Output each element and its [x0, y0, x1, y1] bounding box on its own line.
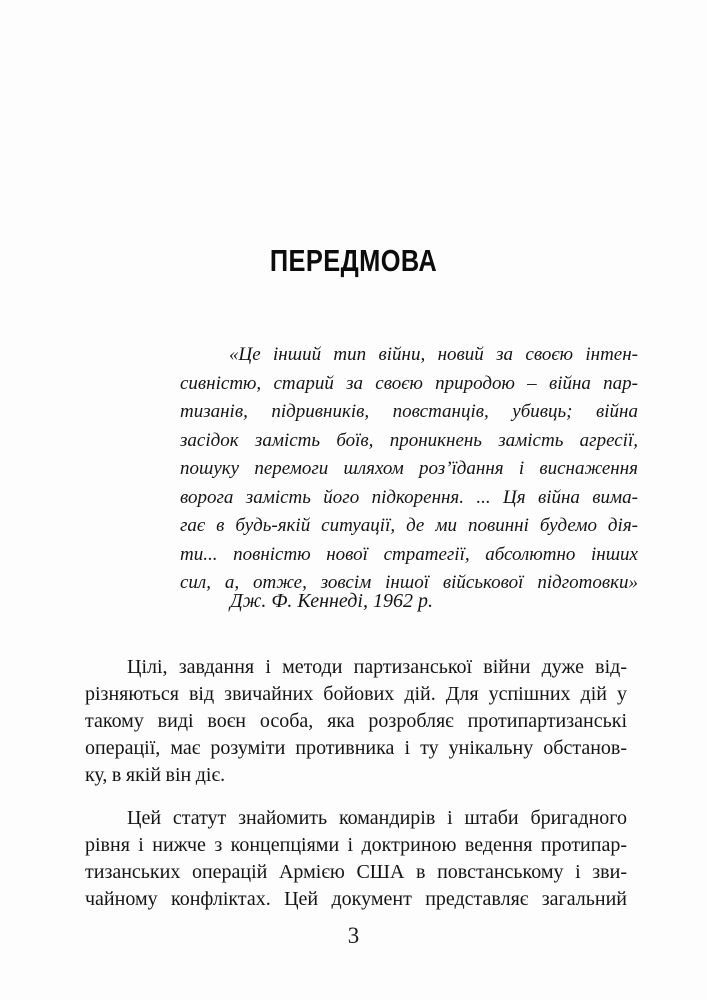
page-number: 3: [347, 923, 360, 948]
text-line: чайному конфліктах. Цей документ представляє загальний: [85, 888, 627, 910]
text-line: сивністю, старий за своєю природою – війна пар-: [180, 372, 638, 394]
text-line: пошуку перемоги шляхом роз’їдання і виснаження: [180, 458, 638, 479]
text-line: операції, має розуміти противника і ту унікальну обстанов-: [85, 737, 627, 759]
text-line: різняються від звичайних бойових дій. Для успішних дій у: [85, 683, 627, 705]
text-line: тизанських операцій Армією США в повстанському і зви-: [85, 861, 627, 883]
body-paragraph-1: [85, 654, 627, 789]
text-line: тизанів, підривників, повстанців, убивць; війна: [180, 401, 638, 422]
text-line: засідок замість боїв, проникнень замість агресії,: [180, 429, 638, 451]
text-line: сил, а, отже, зовсім іншої військової підготовки»: [180, 572, 638, 593]
text-line: ку, в якій він діє.: [85, 764, 226, 786]
text-line: ворога замість його підкорення. ... Ця війна вима-: [180, 486, 638, 508]
text-line: такому виді воєн особа, яка розробляє протипартизанські: [85, 710, 627, 732]
quote-attribution: Дж. Ф. Кеннеді, 1962 р.: [230, 590, 433, 612]
text-line: «Це інший тип війни, новий за своєю інтен-: [229, 344, 638, 365]
body-paragraph-2: [85, 805, 627, 913]
text-line: Цей статут знайомить командирів і штаби бригадного: [127, 807, 627, 829]
text-line: рівня і нижче з концепціями і доктриною ведення протипар-: [85, 834, 627, 856]
text-line: ти... повністю нової стратегії, абсолютно інших: [180, 543, 638, 565]
page-title: ПЕРЕДМОВА: [269, 243, 438, 278]
text-line: гає в будь-якій ситуації, де ми повинні будемо дія-: [180, 515, 638, 536]
block-quote: [180, 341, 638, 598]
text-line: Цілі, завдання і методи партизанської війни дуже від-: [127, 656, 627, 678]
